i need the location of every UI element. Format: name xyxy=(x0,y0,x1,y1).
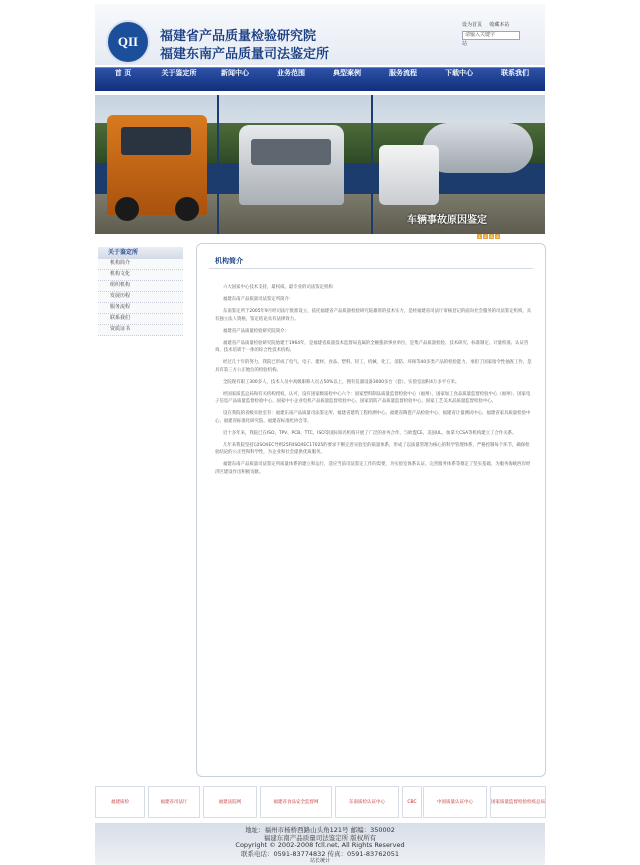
footer-stats-link[interactable]: 站长统计 xyxy=(309,858,330,864)
sidebar xyxy=(98,247,183,336)
nav-cases[interactable]: 典型案例 xyxy=(333,69,361,77)
banner-photo-dump-truck xyxy=(95,95,217,234)
banner-pager-3[interactable]: 3 xyxy=(490,234,493,239)
nav-downloads[interactable]: 下载中心 xyxy=(445,69,473,77)
footer-address: 地址：福州市杨桥西路山头角121号 邮编：350002 xyxy=(245,826,395,834)
main-content xyxy=(196,243,546,777)
org-name-secondary: 福建东南产品质量司法鉴定所 xyxy=(160,47,330,62)
banner-pager xyxy=(477,225,501,243)
banner-pager-4[interactable]: 4 xyxy=(496,234,499,239)
sidebar-item-profile[interactable]: 机构简介 xyxy=(98,259,183,270)
footer-owner: 福建东南产品质量司法鉴定所 版权所有 xyxy=(263,834,377,842)
partner-logo[interactable]: 东南质检认证中心 xyxy=(335,786,399,818)
footer xyxy=(95,823,545,865)
sidebar-item-process[interactable]: 服务流程 xyxy=(98,303,183,314)
sidebar-item-certificates[interactable]: 资质证书 xyxy=(98,325,183,336)
paragraph: 设在我院的省级实验室有：福建东南产品质量司法鉴定所、福建省建筑工程检测中心、福建省陶瓷产品检验中心、福建省计量测试中心、福建省家具质量检验中心、福建省标准化研究院、福建省标准化协会等。 xyxy=(215,411,531,424)
paragraph: 福建东南产品质量司法鉴定所质量体系的建立和运行，适应当前司法鉴定工作的需要，为实验室体系认证、完善服务体系等奠定了坚实基础，为服务海峡西岸经济区建设作出积极贡献。 xyxy=(215,462,531,475)
org-name-primary: 福建省产品质量检验研究院 xyxy=(160,29,317,44)
page xyxy=(95,0,545,865)
org-logo[interactable]: QII xyxy=(106,20,150,64)
paragraph: 福建省产品质量检验研究院简介： xyxy=(223,328,289,334)
nav-process[interactable]: 服务流程 xyxy=(389,69,417,77)
set-homepage-link[interactable]: 设为首页 xyxy=(462,22,483,28)
top-links xyxy=(462,21,515,28)
bookmark-link[interactable]: 收藏本站 xyxy=(489,22,510,28)
banner-caption: 车辆事故原因鉴定 xyxy=(407,215,487,226)
nav-contact[interactable]: 联系我们 xyxy=(501,69,529,77)
banner-slideshow[interactable] xyxy=(95,95,545,239)
search-button[interactable]: 站 xyxy=(462,41,468,47)
title-divider xyxy=(209,268,533,269)
sidebar-title: 关于鉴定所 xyxy=(98,247,183,259)
nav-about[interactable]: 关于鉴定所 xyxy=(161,69,197,77)
paragraph: 东南鉴定所于2005年9月经司法厅批准设立，依托福建省产品质量检验研究院雄厚的技术实力，是经福建省司法厅审核登记的面向社会服务的司法鉴定机构，具有独立法人资格，鉴定结论具有法律效力。 xyxy=(215,309,532,322)
paragraph: 经过几十年的努力，我院已形成了电气、电子、建材、食品、塑料、轻工、机械、化工、消防、环保等40多类产品的检验能力，承担了国家指令性抽查工作，是具有第三方公正地位的检验机构。 xyxy=(215,360,532,373)
partner-logos xyxy=(95,786,545,819)
nav-news[interactable]: 新闻中心 xyxy=(221,69,249,77)
partner-logo[interactable]: 福建省食品安全监督网 xyxy=(260,786,332,818)
paragraph: 几年来我院坚持以ISO/IEC导则25和ISO/IEC17025的要求不断完善实验室的质量体系，形成了以质量管理为核心的科学管理体系，严格控制每个环节，确保检验结论的公正性和科学性，为企业和社会提供优质服务。 xyxy=(215,443,530,456)
paragraph: 经国家质监总局和有关机构授权，认可，设有国家级质检中心六个：国家塑料制品质量监督检验中心（福州）、国家加工食品质量监督检验中心（福州）、国家电子信息产品质量监督检验中心、国家中小企业电机产品质量监督检验中心、国家消防产品质量监督检验中心、国家工艺美术品质量监督检验中心。 xyxy=(215,392,531,405)
footer-copyright: Copyright © 2002-2008 fcll.net, All Rights Reserved xyxy=(235,841,405,849)
banner-pager-1[interactable]: 1 xyxy=(478,234,481,239)
paragraph: 六大国家中心技术支持，最权威、最专业的司法鉴定机构 xyxy=(223,285,333,290)
paragraph: 近十多年来，我院已在ISO、TPV、PCB、TTC、ISO等国际知名机构开展了广泛的业务合作，与欧盟CE、美国UL、加拿大CSA等机构建立了合作关系。 xyxy=(223,430,517,436)
paragraph: 全院现有职工300多人，技术人员中高级职称人员占50%以上，拥有仪器设备3000多台（套），实验室面积4万多平方米。 xyxy=(223,379,460,385)
banner-pager-2[interactable]: 2 xyxy=(484,234,487,239)
partner-logo[interactable]: 国家质量监督检验检疫总局 xyxy=(490,786,546,818)
sidebar-item-culture[interactable]: 机构文化 xyxy=(98,270,183,281)
paragraph: 福建省产品质量检验研究院始建于1964年，是福建省质量技术监督局直属的全额拨款事业单位，是集产品质量检验、技术研究、标准制定、计量校准、认证咨询、技术培训于一体的综合性技术机构。 xyxy=(215,341,529,354)
search-input[interactable]: 请输入关键字 xyxy=(462,31,520,40)
sidebar-item-organization[interactable]: 组织机构 xyxy=(98,281,183,292)
partner-logo[interactable]: 中国质量认证中心 xyxy=(423,786,487,818)
sidebar-item-history[interactable]: 发展历程 xyxy=(98,292,183,303)
partner-logo[interactable]: 福建省司法厅 xyxy=(148,786,200,818)
banner-photo-damaged-van xyxy=(219,95,371,234)
footer-phone: 联系电话：0591-83774832 传真：0591-83762051 xyxy=(240,850,399,858)
header xyxy=(95,4,545,65)
main-nav xyxy=(95,67,545,91)
nav-home[interactable]: 首 页 xyxy=(114,69,132,77)
sidebar-item-contact[interactable]: 联系我们 xyxy=(98,314,183,325)
nav-services[interactable]: 业务范围 xyxy=(277,69,305,77)
partner-logo[interactable]: 福建质检 xyxy=(95,786,145,818)
partner-logo[interactable]: CBC xyxy=(402,786,422,818)
page-title: 机构简介 xyxy=(215,257,243,265)
partner-logo[interactable]: 福建法院网 xyxy=(203,786,257,818)
paragraph: 福建东南产品质量司法鉴定所简介： xyxy=(223,297,294,303)
article-body xyxy=(215,284,533,481)
